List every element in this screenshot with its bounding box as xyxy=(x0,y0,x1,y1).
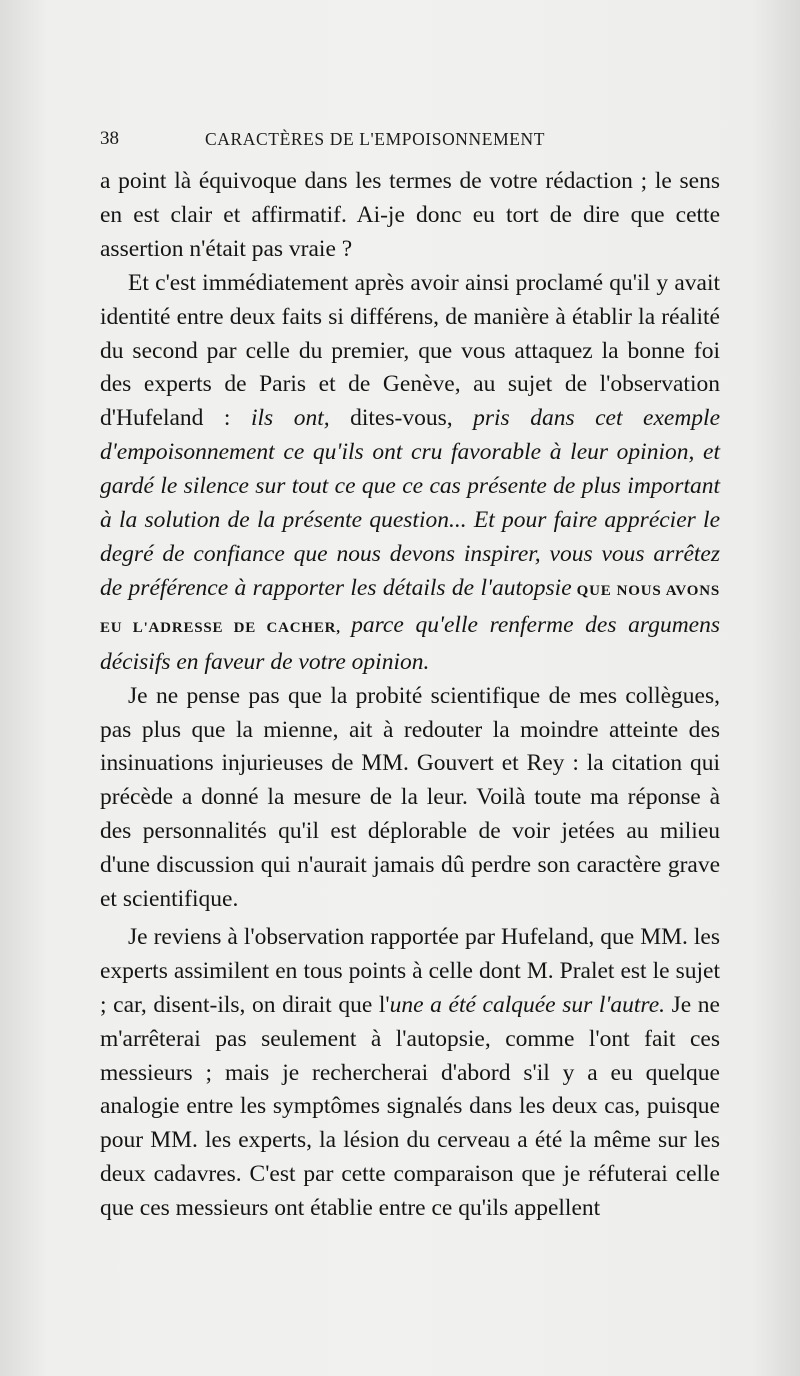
paragraph-3: Je ne pense pas que la probité scientifique de mes collègues, pas plus que la mienne, ait à redouter la moindre atteinte des insinuations injurieuses de MM. Gouvert et Rey : la citation qui précède a donné la mesure de la leur. Voilà toute ma réponse à des personnalités qu'il est déplorable de voir jetées au milieu d'une discussion qui n'aurait jamais dû perdre son caractère grave et scientifique. xyxy=(100,682,720,913)
paragraph-2 xyxy=(100,267,720,680)
body-text xyxy=(100,165,720,1226)
page-number: 38 xyxy=(100,128,119,149)
paragraph-2-italic-b: ils ont, xyxy=(250,405,330,432)
running-title: CARACTÈRES DE L'EMPOISONNEMENT xyxy=(205,129,546,149)
paragraph-4-text-c: Je ne m'arrêterai pas seulement à l'autopsie, comme l'ont fait ces messieurs ; mais je rechercherai d'abord s'il y a eu quelque analogie entre les symptômes signalés dans les deux cas, puisque pour MM. les experts, la lésion du cerveau a été la même sur les deux cadavres. C'est par cette comparaison que je réfuterai celle que ces messieurs ont établie entre ce qu'ils appellent xyxy=(100,991,720,1222)
paragraph-4 xyxy=(100,921,720,1226)
paragraph-2-text-c: dites-vous, xyxy=(329,405,474,432)
paragraph-1: a point là équivoque dans les termes de votre rédaction ; le sens en est clair et affirmatif. Ai-je donc eu tort de dire que cette assertion n'était pas vraie ? xyxy=(100,168,720,262)
paragraph-2-small-caps: QUE NOUS AVONS EU L'ADRESSE DE CACHER, xyxy=(100,582,720,636)
running-head xyxy=(100,128,620,158)
paragraph-2-quote: pris dans cet exemple d'empoisonnement ce qu'ils ont cru favorable à leur opinion, et gardé le silence sur tout ce que ce cas présente de plus important à la solution de la présente question... Et pour faire apprécier le degré de confiance que nous devons inspirer, vous vous arrêtez de préférence à rapporter les détails de l'autopsie xyxy=(100,405,720,601)
paragraph-4-text-a: Je reviens à l'observation rapportée par Hufeland, que MM. les experts assimilent en tous points à celle dont M. Pralet est le sujet ; car, disent-ils, on dirait que l' xyxy=(100,923,720,1018)
paragraph-2-text-a: Et c'est immédiatement après avoir ainsi proclamé qu'il y avait identité entre deux faits si différens, de manière à établir la réalité du second par celle du premier, que vous attaquez la bonne foi des experts de Paris et de Genève, au sujet de l'observation d'Hufeland : xyxy=(100,269,720,432)
paragraph-2-quote-end: parce qu'elle renferme des argumens décisifs en faveur de votre opinion. xyxy=(100,611,720,675)
paragraph-4-italic: une a été calquée sur l'autre. xyxy=(389,991,666,1018)
